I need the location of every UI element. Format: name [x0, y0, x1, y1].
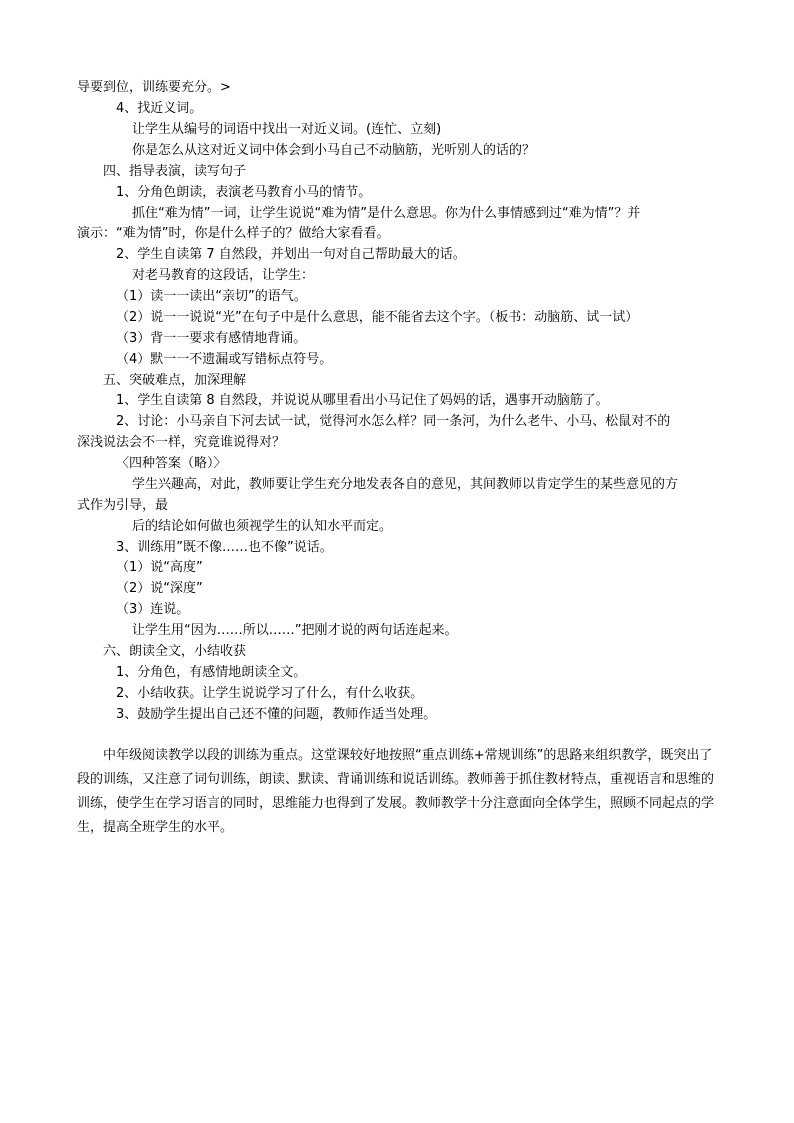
summary-paragraph: 中年级阅读教学以段的训练为重点。这堂课较好地按照“重点训练+常规训练”的思路来组织教学，既突出了段的训练，又注意了词句训练，朗读、默读、背诵训练和说话训练。教师善于抓住教材特点，重视语言和思维的训练，使学生在学习语言的同时，思维能力也得到了发展。教师教学十分注意面向全体学生，照顾不同起点的学生，提高全班学生的水平。: [77, 748, 715, 835]
text-line: 演示：“难为情”时，你是什么样子的？做给大家看看。: [77, 226, 390, 241]
text-line: 1、分角色，有感情地朗读全文。: [116, 665, 307, 680]
text-line: （2）说“深度”: [116, 581, 203, 596]
text-line: 2、讨论：小马亲自下河去试一试，觉得河水怎么样？同一条河，为什么老牛、小马、松鼠对不的: [116, 414, 671, 429]
section-heading: 六、朗读全文，小结收获: [103, 644, 247, 659]
section-heading: 五、突破难点，加深理解: [103, 373, 247, 388]
text-line: 让学生从编号的词语中找出一对近义词。(连忙、立刻): [132, 122, 442, 137]
text-line: （2）说一一说说“光”在句子中是什么意思，能不能省去这个字。（板书：动脑筋、试一试）: [116, 310, 639, 325]
text-line: 1、分角色朗读，表演老马教育小马的情节。: [116, 185, 372, 200]
section-heading: 四、指导表演，读写句子: [103, 164, 247, 179]
text-line: 对老马教育的这段话，让学生：: [132, 268, 315, 283]
text-line: 学生兴趣高，对此，教师要让学生充分地发表各自的意见，其间教师以肯定学生的某些意见的方: [132, 477, 679, 492]
text-line: （1）说“高度”: [116, 560, 203, 575]
text-line: （3）连说。: [116, 602, 190, 617]
text-line: 〈四种答案（略）〉: [116, 456, 227, 471]
text-line: 导要到位，训练要充分。>: [77, 80, 231, 95]
text-line: 深浅说法会不一样，究竟谁说得对？: [77, 435, 286, 450]
text-line: 4、找近义词。: [116, 101, 203, 116]
text-line: （1）读一一读出“亲切”的语气。: [116, 289, 307, 304]
text-line: 式作为引导，最: [77, 498, 169, 513]
text-line: 3、训练用”既不像……也不像”说话。: [116, 540, 333, 555]
text-line: 3、鼓励学生提出自己还不懂的问题，教师作适当处理。: [116, 707, 437, 722]
text-line: （3）背一一要求有感情地背诵。: [116, 331, 307, 346]
text-line: 2、小结收获。让学生说说学习了什么，有什么收获。: [116, 686, 424, 701]
text-line: 后的结论如何做也须视学生的认知水平而定。: [132, 519, 393, 534]
text-line: 抓住“难为情”一词，让学生说说“难为情”是什么意思。你为什么事情感到过“难为情”？并: [132, 206, 641, 221]
text-line: （4）默一一不遗漏或写错标点符号。: [116, 352, 333, 367]
text-line: 2、学生自读第 7 自然段，并划出一句对自己帮助最大的话。: [116, 247, 466, 262]
text-line: 你是怎么从这对近义词中体会到小马自己不动脑筋，光听别人的话的？: [132, 143, 536, 158]
text-line: 1、学生自读第 8 自然段，并说说从哪里看出小马记住了妈妈的话，遇事开动脑筋了。: [116, 393, 609, 408]
text-line: 让学生用“因为……所以……”把刚才说的两句话连起来。: [132, 623, 458, 638]
